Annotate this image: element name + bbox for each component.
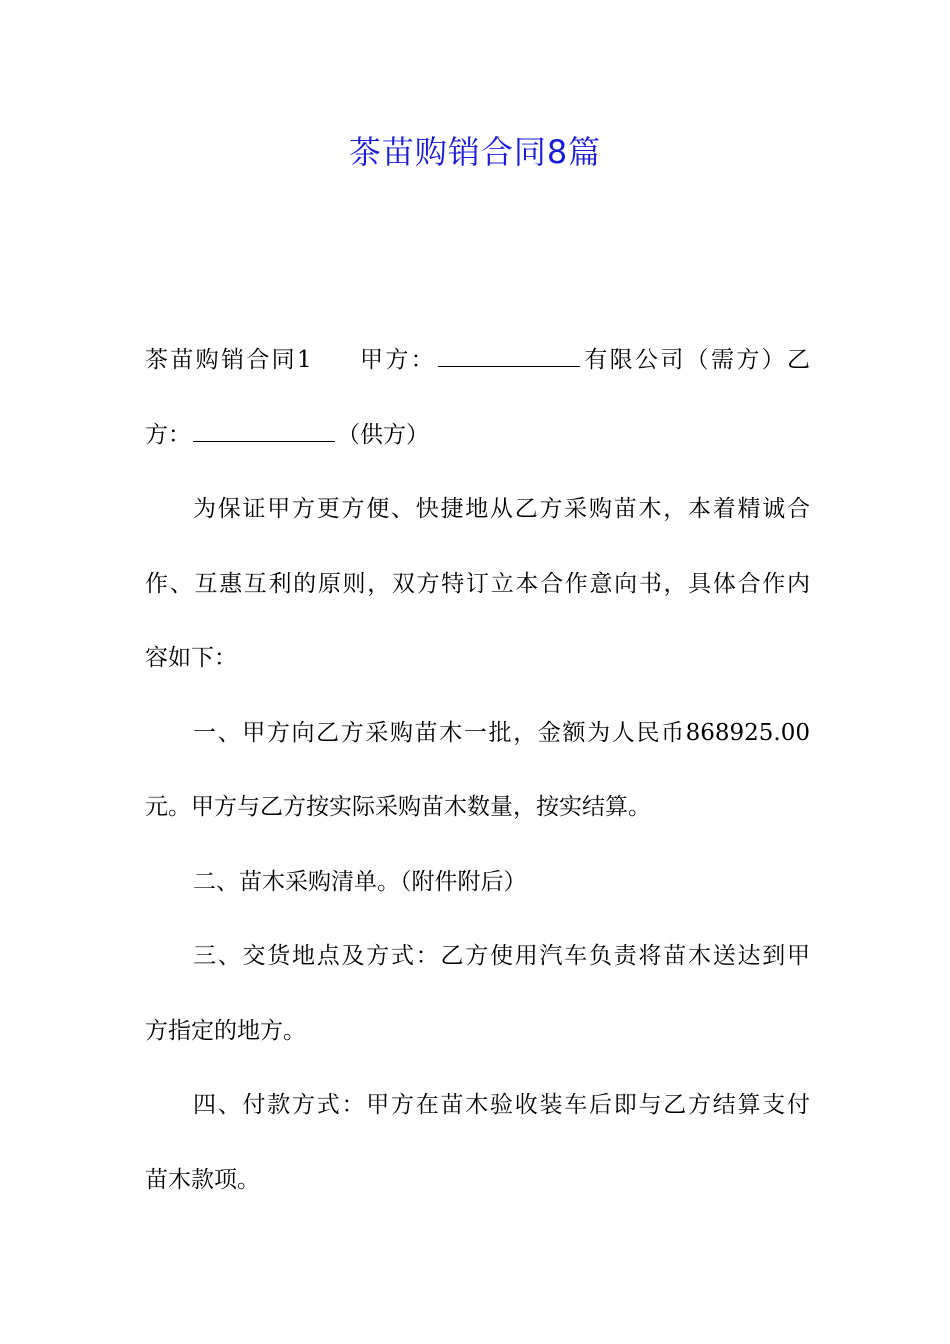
party-b-line bbox=[145, 410, 810, 485]
paragraph-line: 一、甲方向乙方采购苗木一批，金额为人民币868925.00 bbox=[193, 719, 810, 746]
paragraph-line: 二、苗木采购清单。（附件附后） bbox=[193, 868, 527, 895]
paragraph-line: 四、付款方式：甲方在苗木验收装车后即与乙方结算支付 bbox=[193, 1092, 810, 1118]
party-a-label: 甲方： bbox=[357, 347, 436, 373]
paragraph-line: 方指定的地方。 bbox=[145, 1017, 306, 1044]
paragraph-line: 为保证甲方更方便、快捷地从乙方采购苗木，本着精诚合 bbox=[193, 496, 810, 522]
contract-heading-line bbox=[145, 335, 810, 410]
party-a-blank bbox=[438, 344, 580, 367]
paragraph-line: 容如下： bbox=[145, 645, 237, 671]
paragraph-line: 苗木款项。 bbox=[145, 1166, 260, 1193]
document-title: 茶苗购销合同8篇 bbox=[348, 133, 602, 171]
contract-body bbox=[145, 335, 810, 1229]
party-a-suffix: 有限公司（需方）乙 bbox=[582, 347, 811, 373]
party-b-suffix: （供方） bbox=[337, 421, 429, 448]
paragraph-line: 作、互惠互利的原则，双方特订立本合作意向书，具体合作内 bbox=[145, 570, 810, 597]
party-b-label: 方： bbox=[145, 421, 191, 448]
party-b-blank bbox=[193, 419, 335, 442]
paragraph-line: 元。甲方与乙方按实际采购苗木数量，按实结算。 bbox=[145, 794, 651, 820]
contract-heading: 茶苗购销合同1 bbox=[145, 347, 312, 373]
paragraph-line: 三、交货地点及方式：乙方使用汽车负责将苗木送达到甲 bbox=[193, 943, 810, 969]
